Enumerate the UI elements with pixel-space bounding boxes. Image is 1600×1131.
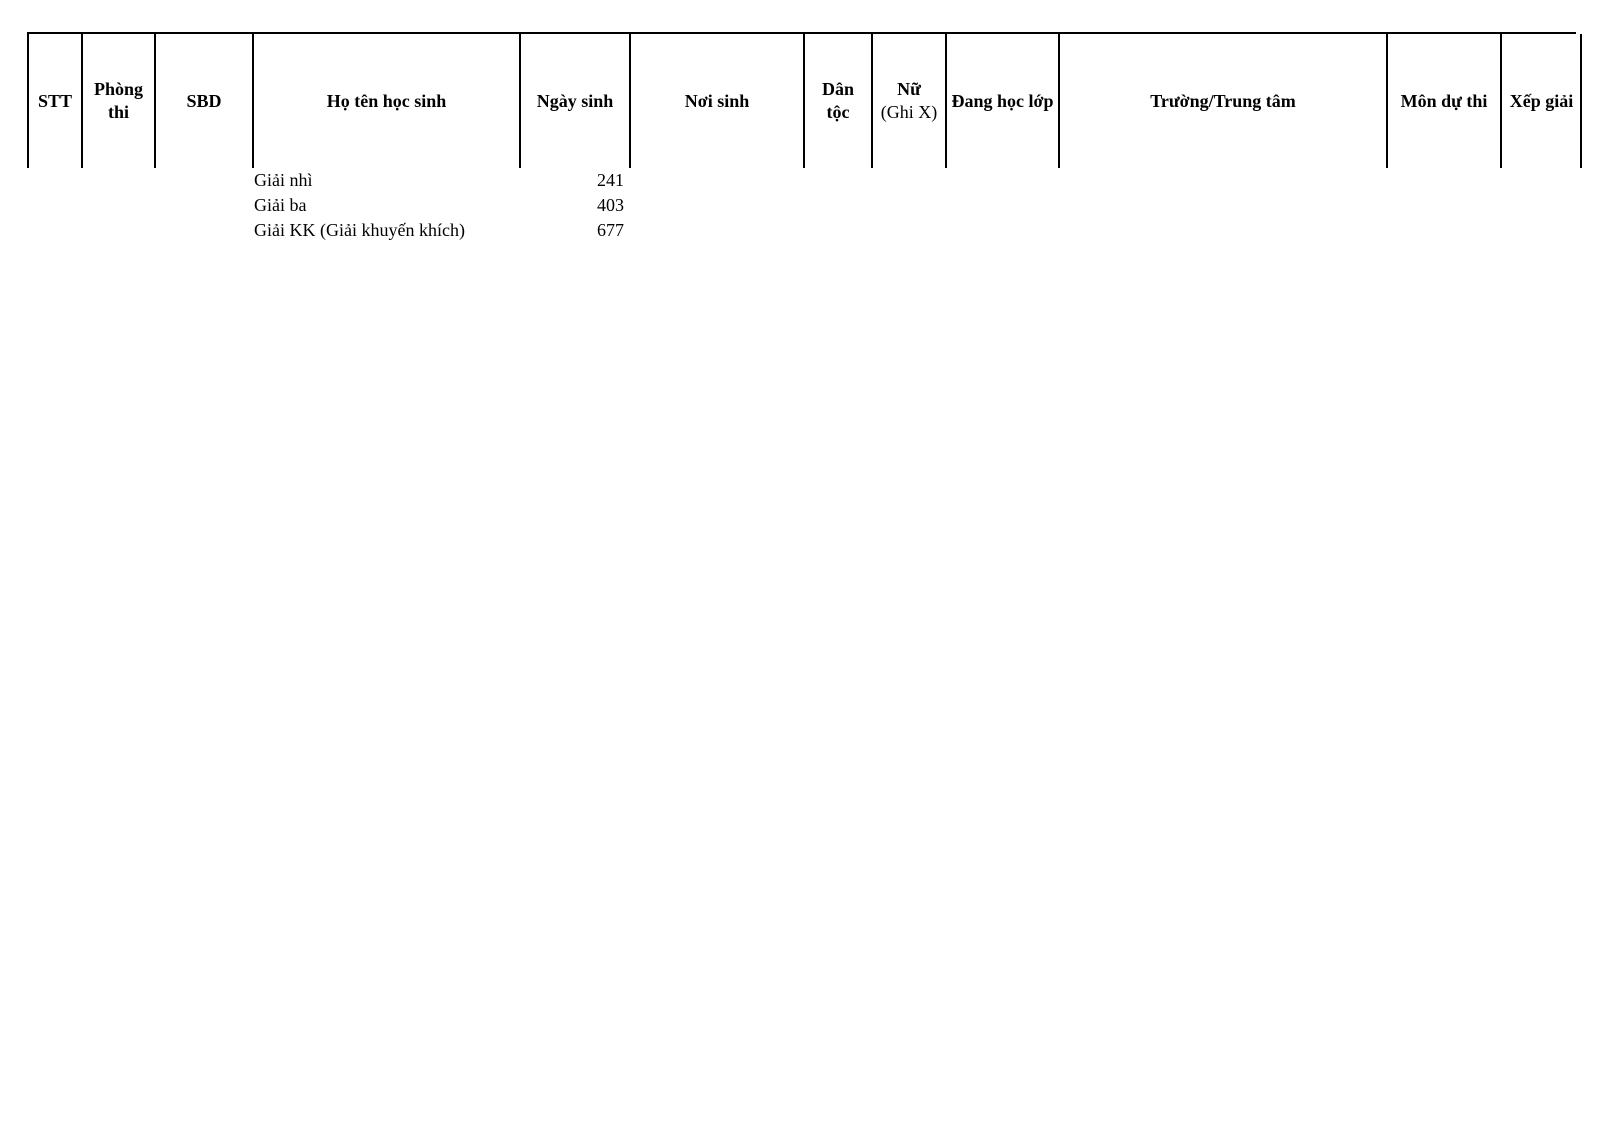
- header-ngay-sinh-label: Ngày sinh: [536, 90, 614, 111]
- header-nu: [871, 34, 945, 168]
- summary-row-giai-ba: [254, 193, 624, 218]
- header-stt: [27, 34, 81, 168]
- header-dang-hoc-lop-label: Đang học lớp: [951, 90, 1054, 111]
- header-truong: [1058, 34, 1386, 168]
- header-mon-du-thi-label: Môn dự thi: [1400, 90, 1488, 111]
- header-dang-hoc-lop: [945, 34, 1058, 168]
- summary-row-giai-nhi: [254, 168, 624, 193]
- header-xep-giai-label: Xếp giải: [1509, 90, 1574, 111]
- header-phong-thi-line2: thi: [107, 102, 129, 122]
- header-noi-sinh: [629, 34, 803, 168]
- header-nu-line2: (Ghi X): [880, 102, 938, 122]
- header-mon-du-thi: [1386, 34, 1500, 168]
- summary-row-giai-kk: [254, 218, 624, 243]
- summary-label: Giải ba: [254, 195, 307, 215]
- header-noi-sinh-label: Nơi sinh: [684, 90, 750, 111]
- header-right-border: [1580, 34, 1582, 168]
- header-nu-line1: Nữ: [897, 79, 921, 99]
- header-phong-thi-line1: Phòng: [93, 79, 144, 99]
- header-dan-toc-line2: tộc: [826, 102, 850, 122]
- header-ho-ten: [252, 34, 519, 168]
- header-truong-label: Trường/Trung tâm: [1150, 90, 1296, 111]
- summary-label: Giải nhì: [254, 170, 313, 190]
- table-header: [27, 32, 1576, 168]
- header-sbd: [154, 34, 252, 168]
- summary-count: 403: [597, 195, 624, 215]
- prize-summary: [254, 168, 624, 243]
- header-phong-thi: [81, 34, 154, 168]
- header-dan-toc-line1: Dân: [821, 79, 854, 99]
- summary-count: 241: [597, 170, 624, 190]
- header-sbd-label: SBD: [186, 90, 222, 111]
- header-dan-toc: [803, 34, 871, 168]
- header-ngay-sinh: [519, 34, 629, 168]
- summary-count: 677: [597, 220, 624, 240]
- summary-label: Giải KK (Giải khuyến khích): [254, 220, 465, 240]
- header-stt-label: STT: [37, 90, 73, 111]
- header-ho-ten-label: Họ tên học sinh: [326, 90, 447, 111]
- header-xep-giai: [1500, 34, 1581, 168]
